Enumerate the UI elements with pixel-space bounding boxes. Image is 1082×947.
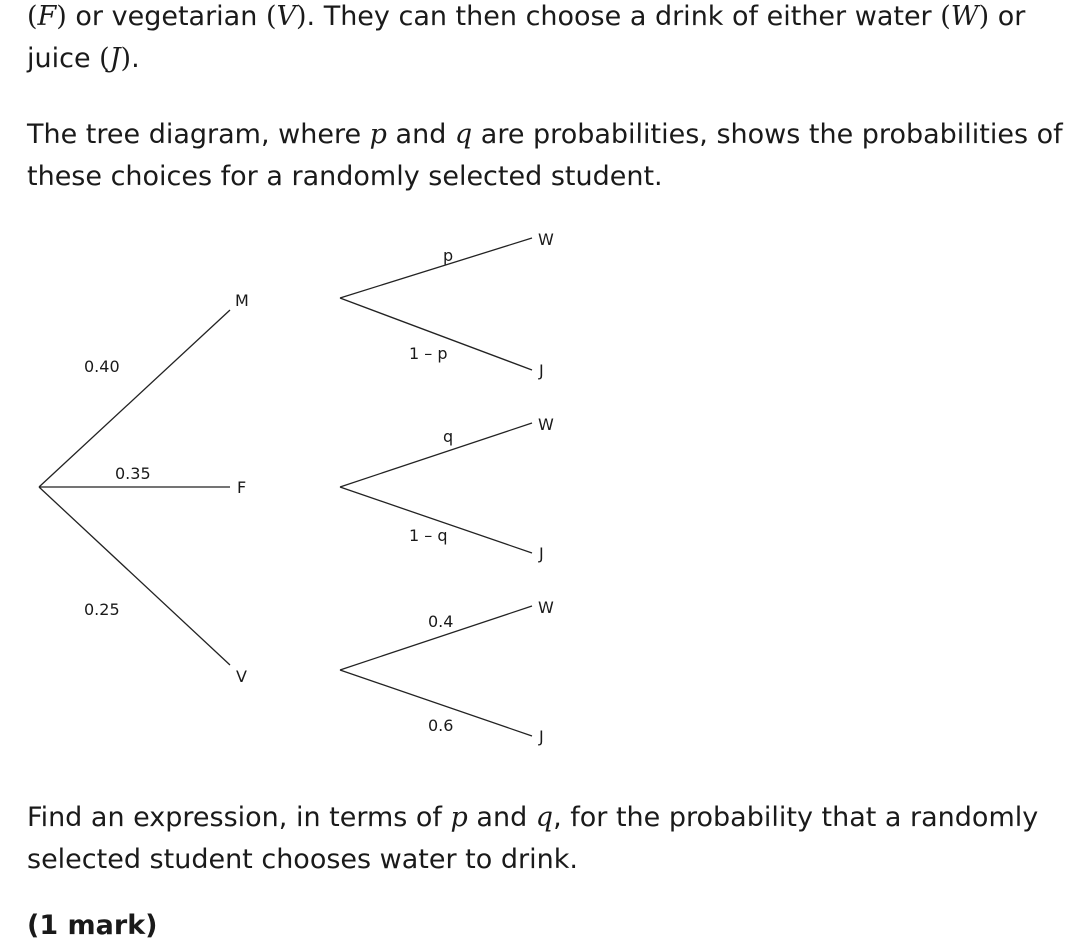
tree-intro-text-1: The tree diagram, where <box>27 119 370 150</box>
branch-m-w <box>340 238 532 298</box>
prob-v: 0.25 <box>84 600 120 619</box>
prob-v-j: 0.6 <box>428 716 454 735</box>
math-j: J <box>109 43 121 74</box>
intro-paragraph: (F) or vegetarian (V). They can then choose a drink of either water (W) or juice (J). <box>27 1 1026 74</box>
branch-v <box>39 487 230 665</box>
branch-m <box>39 310 230 487</box>
question-math-q: q <box>535 802 554 833</box>
outcome-f-w: W <box>538 415 554 434</box>
question-text-2: and <box>467 802 536 833</box>
intro-text-1: or vegetarian <box>66 1 266 32</box>
math-p: p <box>369 119 387 150</box>
prob-m-w: p <box>443 246 454 265</box>
branch-f-w <box>340 423 532 487</box>
question-paragraph <box>27 797 1067 881</box>
prob-m: 0.40 <box>84 357 120 376</box>
question-text-1: Find an expression, in terms of <box>27 802 451 833</box>
prob-f-w: q <box>443 427 454 446</box>
prob-v-w: 0.4 <box>428 612 454 631</box>
tree-intro-text-2: and <box>386 119 455 150</box>
marks-label: (1 mark) <box>27 910 158 941</box>
math-w: W <box>950 1 979 32</box>
prob-f-j: 1 – q <box>409 526 448 545</box>
prob-m-j: 1 – p <box>409 344 448 363</box>
outcome-m: M <box>235 291 249 310</box>
intro-text-3: or juice <box>27 1 1026 74</box>
question-math-p: p <box>450 802 468 833</box>
outcome-m-w: W <box>538 230 554 249</box>
tree-intro-text-3: are probabilities, shows the probabilities of these choices for a randomly selected student. <box>27 119 1063 192</box>
math-v: V <box>276 1 296 32</box>
outcome-v-j: J <box>539 727 544 746</box>
outcome-m-j: J <box>539 361 544 380</box>
outcome-f: F <box>237 478 247 497</box>
outcome-v-w: W <box>538 598 554 617</box>
math-q: q <box>454 119 473 150</box>
math-f: F <box>37 1 57 32</box>
question-text-3: , for the probability that a randomly selected student chooses water to drink. <box>27 802 1039 875</box>
intro-text-2: . They can then choose a drink of either water <box>306 1 941 32</box>
intro-text-4: . <box>131 43 140 74</box>
prob-f: 0.35 <box>115 464 151 483</box>
outcome-v: V <box>236 667 247 686</box>
outcome-f-j: J <box>539 544 544 563</box>
